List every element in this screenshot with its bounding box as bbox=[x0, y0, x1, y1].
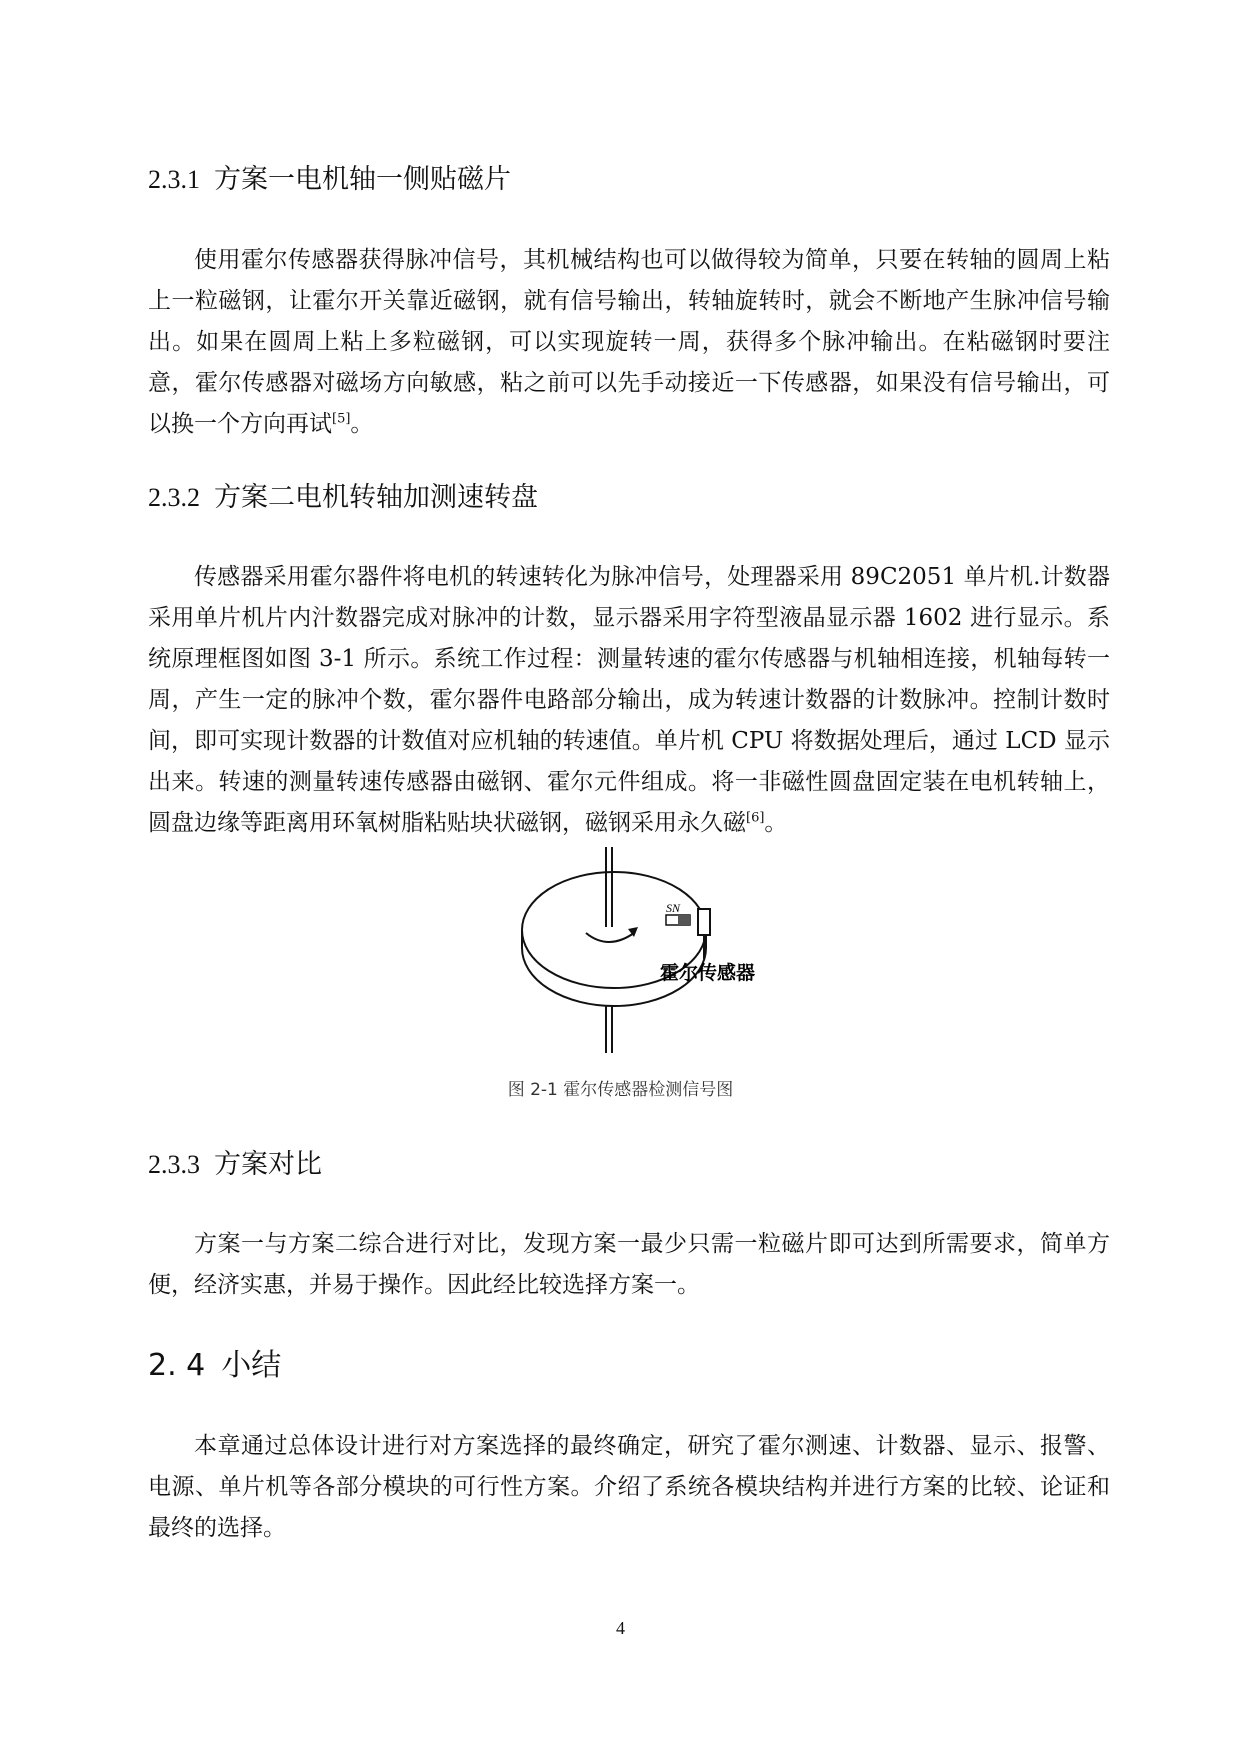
heading-title: 方案一电机轴一侧贴磁片 bbox=[214, 164, 511, 195]
sensor-label: 霍尔传感器 bbox=[660, 962, 756, 984]
citation-ref: [6] bbox=[746, 810, 765, 826]
heading-title: 方案二电机转轴加测速转盘 bbox=[214, 482, 538, 513]
heading-number: 2. 4 bbox=[148, 1348, 206, 1383]
heading-number: 2.3.2 bbox=[148, 483, 200, 512]
heading-2-4 bbox=[148, 1348, 281, 1384]
heading-2-3-2 bbox=[148, 481, 538, 515]
paragraph-2-3-2 bbox=[148, 557, 1110, 844]
paragraph-end: 。 bbox=[764, 810, 788, 836]
heading-number: 2.3.3 bbox=[148, 1150, 200, 1179]
paragraph-text: 传感器采用霍尔器件将电机的转速转化为脉冲信号，处理器采用 89C2051 单片机.计数器采用单片机片内汁数器完成对脉冲的计数，显示器采用字符型液晶显示器 1602 进行显示。系统原理框图如图 3-1 所示。系统工作过程：测量转速的霍尔传感器与机轴相连接，机轴每转一周，产生一定的脉冲个数，霍尔器件电路部分输出，成为转速计数器的计数脉冲。控制计数时间，即可实现计数器的计数值对应机轴的转速值。单片机 CPU 将数据处理后，通过 LCD 显示出来。转速的测量转速传感器由磁钢、霍尔元件组成。将一非磁性圆盘固定装在电机转轴上，圆盘边缘等距离用环氧树脂粘贴块状磁钢，磁钢采用永久磁 bbox=[148, 564, 1110, 836]
heading-2-3-3 bbox=[148, 1148, 322, 1182]
magnet-label: SN bbox=[666, 901, 681, 915]
page-number: 4 bbox=[616, 1618, 625, 1638]
heading-2-3-1 bbox=[148, 163, 511, 197]
paragraph-2-4: 本章通过总体设计进行对方案选择的最终确定，研究了霍尔测速、计数器、显示、报警、电源、单片机等各部分模块的可行性方案。介绍了系统各模块结构并进行方案的比较、论证和最终的选择。 bbox=[148, 1433, 1110, 1541]
heading-title: 方案对比 bbox=[214, 1149, 322, 1180]
magnet-pole-n bbox=[678, 915, 690, 925]
hall-sensor-diagram bbox=[510, 845, 810, 1055]
paragraph-2-3-3: 方案一与方案二综合进行对比，发现方案一最少只需一粒磁片即可达到所需要求，简单方便，经济实惠，并易于操作。因此经比较选择方案一。 bbox=[148, 1231, 1110, 1298]
citation-ref: [5] bbox=[332, 411, 351, 427]
paragraph-text: 使用霍尔传感器获得脉冲信号，其机械结构也可以做得较为简单，只要在转轴的圆周上粘上一粒磁钢，让霍尔开关靠近磁钢，就有信号输出，转轴旋转时，就会不断地产生脉冲信号输出。如果在圆周上粘上多粒磁钢，可以实现旋转一周，获得多个脉冲输出。在粘磁钢时要注意，霍尔传感器对磁场方向敏感，粘之前可以先手动接近一下传感器，如果没有信号输出，可以换一个方向再试 bbox=[148, 247, 1110, 437]
paragraph-2-3-1 bbox=[148, 240, 1110, 445]
heading-number: 2.3.1 bbox=[148, 165, 200, 194]
hall-sensor-icon bbox=[698, 909, 710, 935]
paragraph-end: 。 bbox=[350, 411, 374, 437]
figure-caption: 图 2-1 霍尔传感器检测信号图 bbox=[507, 1080, 734, 1100]
heading-title: 小结 bbox=[221, 1348, 282, 1383]
